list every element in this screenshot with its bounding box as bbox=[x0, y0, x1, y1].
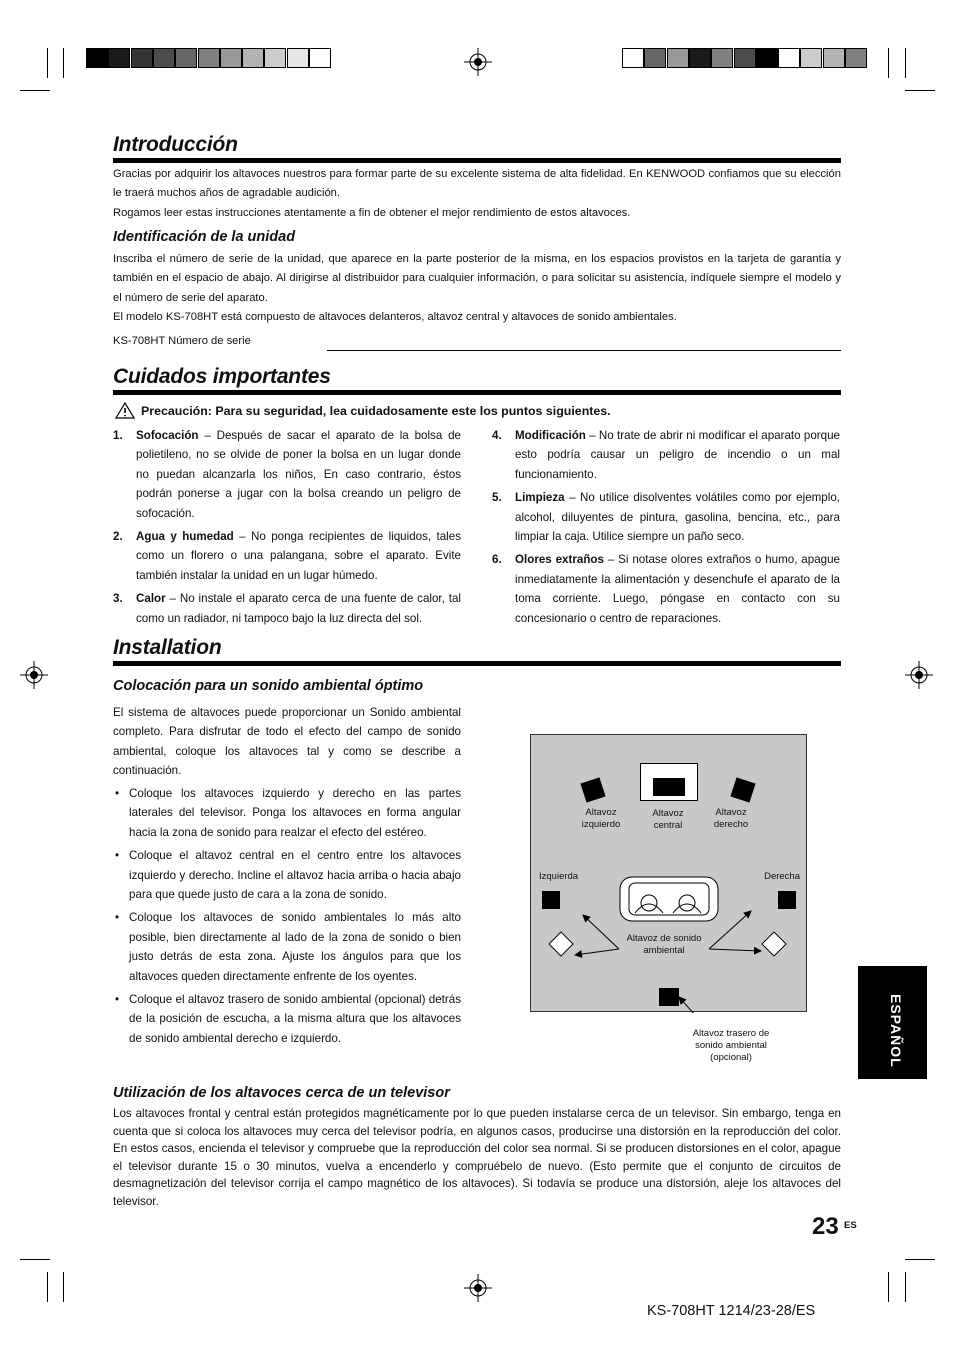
color-swatch bbox=[622, 48, 644, 68]
color-swatch bbox=[845, 48, 867, 68]
placement-bullet bbox=[113, 990, 461, 1048]
color-swatch bbox=[198, 48, 220, 68]
crop-mark bbox=[888, 48, 889, 78]
right-zone-label: Derecha bbox=[764, 871, 800, 882]
crop-mark bbox=[905, 1272, 906, 1302]
crop-mark bbox=[888, 1272, 889, 1302]
care-item bbox=[113, 527, 461, 585]
color-swatch bbox=[734, 48, 756, 68]
care-item-number: 1. bbox=[113, 429, 123, 442]
care-item-term: Limpieza bbox=[515, 491, 565, 505]
ident-paragraph-2: El modelo KS-708HT está compuesto de altavoces delanteros, altavoz central y altavoces de sonido ambientales. bbox=[113, 311, 677, 323]
language-tab-label: ESPAÑOL bbox=[888, 994, 904, 1068]
care-item-term: Modificación bbox=[515, 429, 586, 442]
subsection-title-placement: Colocación para un sonido ambiental óptimo bbox=[113, 678, 424, 694]
placement-bullet bbox=[113, 784, 461, 842]
color-swatch bbox=[823, 48, 845, 68]
crop-mark bbox=[20, 90, 50, 91]
subsection-title-tv: Utilización de los altavoces cerca de un televisor bbox=[113, 1085, 450, 1101]
color-swatch bbox=[108, 48, 130, 68]
care-item bbox=[492, 550, 840, 628]
serial-number-line bbox=[327, 350, 841, 351]
care-item-term: Agua y humedad bbox=[136, 530, 234, 544]
care-item-text: – No utilice disolventes volátiles como por ejemplo, alcohol, diluyentes de pintura, gasolina, bencina, etc., para limpiar la caja. Utilice siempre un paño seco. bbox=[515, 491, 840, 544]
care-item-term: Sofocación bbox=[136, 429, 199, 442]
placement-bullet-text: Coloque el altavoz central en el centro entre los altavoces izquierdo y derecho. Incline el altavoz hacia arriba o hacia abajo para que quede justo de cara a la zona de sonido. bbox=[129, 849, 461, 902]
intro-paragraph-2: Rogamos leer estas instrucciones atentamente a fin de obtener el mejor rendimiento de estos altavoces. bbox=[113, 207, 631, 219]
crop-mark bbox=[20, 1259, 50, 1260]
registration-mark-icon bbox=[464, 1274, 492, 1302]
section-rule bbox=[113, 661, 841, 666]
care-item-number: 4. bbox=[492, 429, 502, 442]
placement-bullet bbox=[113, 908, 461, 986]
color-swatch bbox=[153, 48, 175, 68]
crop-mark bbox=[905, 90, 935, 91]
care-item-text: – No instale el aparato cerca de una fuente de calor, tal como un radiador, ni tampoco bajo la luz directa del sol. bbox=[136, 592, 461, 625]
color-swatch bbox=[689, 48, 711, 68]
serial-label: KS-708HT Número de serie bbox=[113, 335, 251, 347]
care-item-term: Calor bbox=[136, 592, 166, 606]
placement-bullet-text: Coloque los altavoces de sonido ambientales lo más alto posible, bien directamente al lado de la zona de sonido o bien justo detrás de esta zona. Ajuste los ángulos para que los altavoces queden directamente enfrente de los oyentes. bbox=[129, 911, 461, 983]
center-speaker-label: Altavoz central bbox=[652, 808, 684, 831]
rear-speaker-icon bbox=[659, 988, 679, 1006]
color-swatch bbox=[287, 48, 309, 68]
care-item-number: 6. bbox=[492, 553, 502, 567]
bullet-icon: • bbox=[115, 849, 120, 863]
left-zone-label: Izquierda bbox=[539, 871, 579, 882]
section-title-installation: Installation bbox=[113, 636, 222, 659]
footer-code: KS-708HT 1214/23-28/ES bbox=[647, 1303, 816, 1319]
crop-mark bbox=[47, 1272, 48, 1302]
color-swatch bbox=[778, 48, 800, 68]
crop-mark bbox=[63, 1272, 64, 1302]
color-swatch bbox=[220, 48, 242, 68]
color-swatch bbox=[175, 48, 197, 68]
rear-speaker-label: Altavoz trasero de sonido ambiental (opcional) bbox=[692, 1028, 770, 1063]
right-speaker-label: Altavoz derecho bbox=[713, 807, 749, 830]
subsection-title-ident: Identificación de la unidad bbox=[113, 229, 296, 245]
tv-paragraph: Los altavoces frontal y central están protegidos magnéticamente por lo que pueden instalarse cerca de un televisor. Sin embargo, tenga en cuenta que si coloca los altavoces muy cerca del televisor podría, en algunos casos, producirse una distorsión en la reproducción del color. En estos casos, encienda el televisor y compruebe que la reproducción del color sea normal. Si se producen distorsiones en el color, apague el televisor durante 15 o 30 minutos, vuelva a encenderlo y compruébelo de nuevo. (Esto permite que el conjunto de circuitos de desmagnetización del televisor corrija el campo magnético de los altavoces). Si todavía se produce una distorsión, aleje los altavoces del televisor. bbox=[113, 1107, 841, 1208]
color-swatch bbox=[800, 48, 822, 68]
section-title-care: Cuidados importantes bbox=[113, 365, 331, 388]
direction-arrows bbox=[531, 735, 808, 1013]
bullet-icon: • bbox=[115, 993, 120, 1007]
color-swatch bbox=[644, 48, 666, 68]
care-item bbox=[492, 488, 840, 546]
section-title-intro: Introducción bbox=[113, 133, 238, 156]
page-number: 23 bbox=[812, 1213, 839, 1240]
color-swatch bbox=[711, 48, 733, 68]
surround-label: Altavoz de sonido ambiental bbox=[626, 933, 702, 956]
care-item bbox=[492, 426, 840, 484]
care-item-text: – No ponga recipientes de liquidos, tales como un florero o una palangana, sobre el aparato. Evite también instalar la unidad en un lugar húmedo. bbox=[136, 530, 461, 582]
crop-mark bbox=[905, 48, 906, 78]
crop-mark bbox=[63, 48, 64, 78]
left-speaker-label: Altavoz izquierdo bbox=[581, 807, 621, 830]
bullet-icon: • bbox=[115, 787, 120, 800]
section-rule bbox=[113, 390, 841, 395]
color-swatch bbox=[131, 48, 153, 68]
language-tab bbox=[858, 966, 927, 1079]
speaker-placement-diagram bbox=[530, 734, 807, 1012]
intro-paragraph: Gracias por adquirir los altavoces nuestros para formar parte de su excelente sistema de alta fidelidad. En KENWOOD confiamos que su elección le traerá muchos años de agradable audición. bbox=[113, 168, 841, 200]
color-swatch bbox=[756, 48, 778, 68]
care-item-number: 3. bbox=[113, 592, 123, 606]
page-suffix: ES bbox=[844, 1220, 857, 1231]
registration-mark-icon bbox=[905, 661, 933, 689]
crop-mark bbox=[47, 48, 48, 78]
placement-bullet-text: Coloque los altavoces izquierdo y derecho en las partes laterales del televisor. Ponga los altavoces en forma angular hacia la zona de sonido para realzar el efecto del estéreo. bbox=[129, 787, 461, 839]
ident-paragraph: Inscriba el número de serie de la unidad, que aparece en la parte posterior de la misma, en los espacios provistos en la tarjeta de garantía y también en el espacio de abajo. Al dirigirse al distribuidor para cualquier información, o para solicitar su asistencia, indíquele siempre el modelo y el número de serie del aparato. bbox=[113, 253, 841, 304]
color-swatch bbox=[86, 48, 108, 68]
registration-mark-icon bbox=[20, 661, 48, 689]
placement-intro: El sistema de altavoces puede proporcionar un Sonido ambiental completo. Para disfrutar de todo el efecto del campo de sonido ambiental, coloque los altavoces tal y como se describe a continuación. bbox=[113, 706, 461, 778]
care-item-text: – Si notase olores extraños o humo, apague inmediatamente la alimentación y desenchufe el aparato de la toma corriente. Luego, póngase en contacto con su concesionario o centro de reparaciones. bbox=[515, 553, 840, 625]
care-item-number: 2. bbox=[113, 530, 123, 544]
placement-bullet-text: Coloque el altavoz trasero de sonido ambiental (opcional) detrás de la posición de escucha, a la misma altura que los altavoces de sonido ambiental derecho e izquierdo. bbox=[129, 993, 461, 1045]
placement-bullets bbox=[113, 784, 461, 1052]
warning-triangle-icon bbox=[115, 402, 135, 419]
caution-text: Precaución: Para su seguridad, lea cuidadosamente este los puntos siguientes. bbox=[141, 404, 611, 418]
section-rule bbox=[113, 158, 841, 163]
care-item-number: 5. bbox=[492, 491, 502, 505]
care-list-right bbox=[492, 426, 840, 632]
color-swatch bbox=[667, 48, 689, 68]
registration-mark-icon bbox=[464, 48, 492, 76]
crop-mark bbox=[905, 1259, 935, 1260]
care-item-text: – Después de sacar el aparato de la bolsa de polietileno, no se olvide de poner la bolsa en un lugar donde no puedan alcanzarla los niños, En caso contrario, éstos podrán ponerse a jugar con la bolsa creando un peligro de sofocación. bbox=[136, 429, 461, 520]
care-item-text: – No trate de abrir ni modificar el aparato porque esto podría causar un peligro de incendio o un mal funcionamiento. bbox=[515, 429, 840, 481]
care-item bbox=[113, 426, 461, 523]
placement-bullet bbox=[113, 846, 461, 904]
color-swatch bbox=[309, 48, 331, 68]
care-item-term: Olores extraños bbox=[515, 553, 604, 567]
color-swatch bbox=[242, 48, 264, 68]
care-list-left bbox=[113, 426, 461, 632]
care-item bbox=[113, 589, 461, 628]
color-swatch bbox=[264, 48, 286, 68]
bullet-icon: • bbox=[115, 911, 120, 925]
